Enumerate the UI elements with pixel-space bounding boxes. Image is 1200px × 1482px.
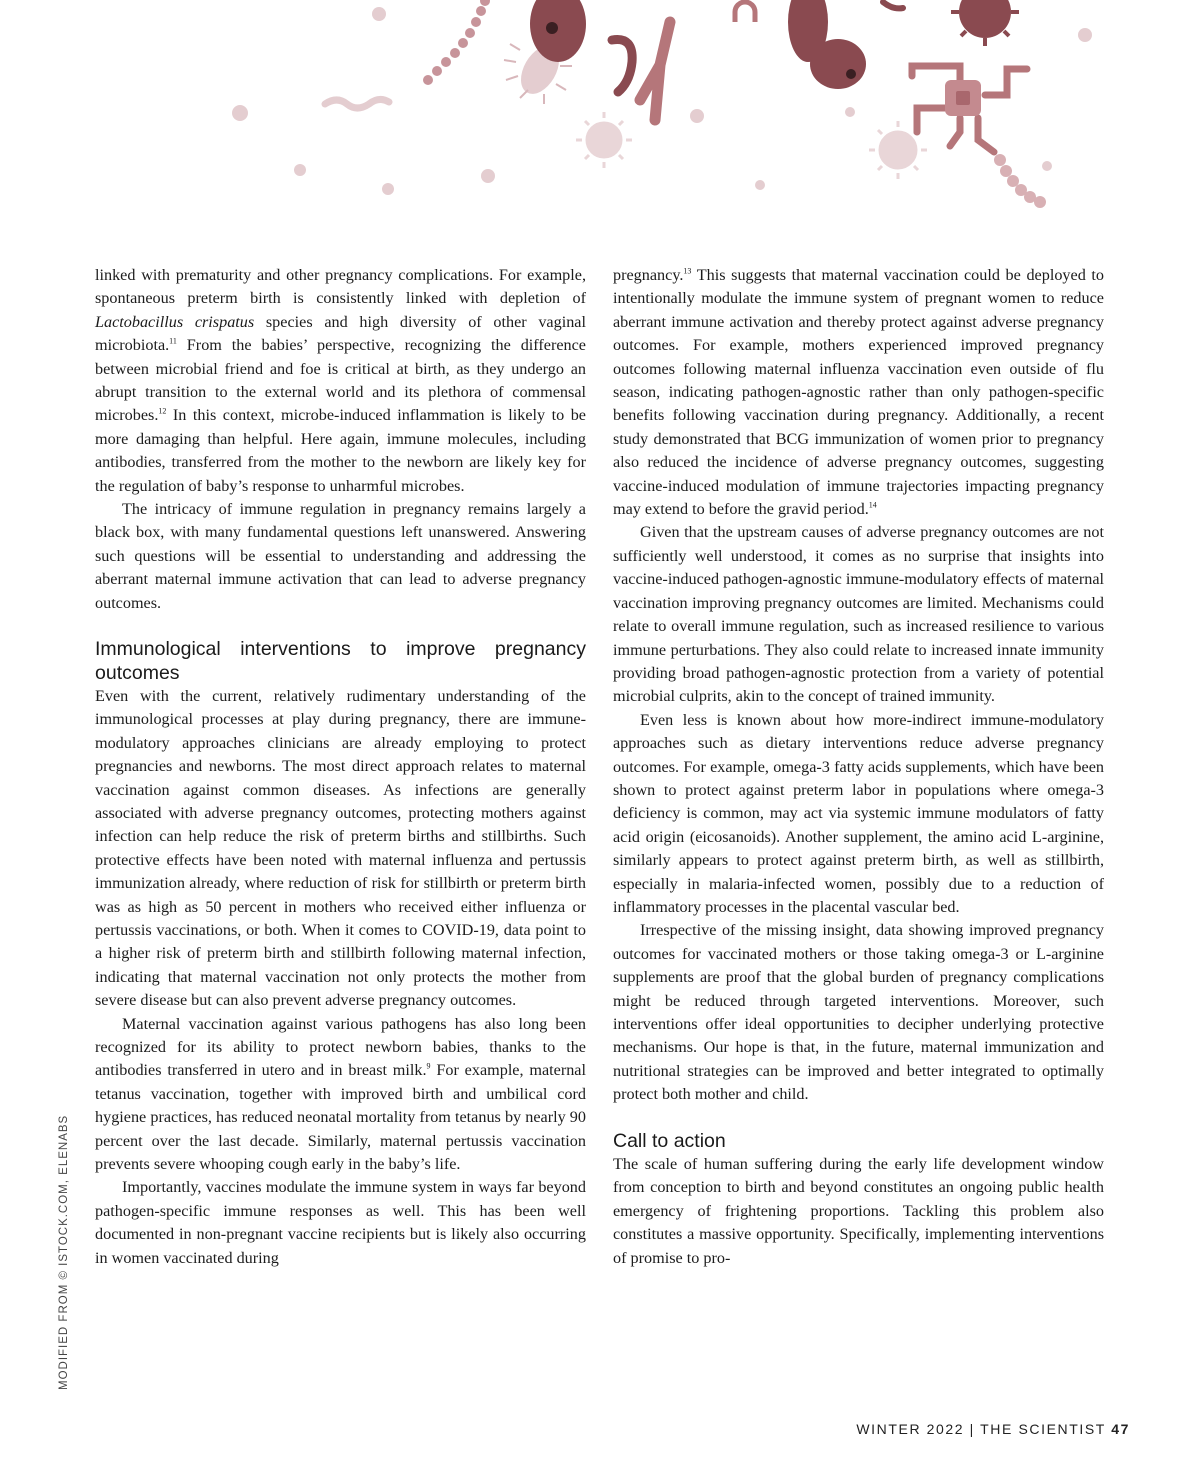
species-name: Lactobacillus crispatus [95,312,255,331]
virus-dark [951,0,1019,46]
text-run: linked with prematurity and other pregnancy complications. For example, spontaneous preterm birth is consistently linked with depletion of [95,266,586,308]
left-paragraph-3: Even with the current, relatively rudimentary understanding of the immunological processes at play during pregnancy, there are immune-modulatory approaches clinicians are already employing to protect pregnancies and newborns. The most direct approach relates to maternal vaccination against common diseases. As infections are generally associated with adverse pregnancy outcomes, protecting mothers against infection can help reduce the risk of preterm births and stillbirths. Such protective effects have been noted with maternal influenza and pertussis immunization already, where reduction of risk for stillbirth or preterm birth was as high as 50 percent in mothers who received either influenza or pertussis vaccinations, or both. When it comes to COVID-19, data point to a higher risk of preterm birth and stillbirth following maternal infection, indicating that maternal vaccination not only protects the mother from severe disease but can also prevent adverse pregnancy outcomes. [95,686,586,1010]
right-paragraph-3: Even less is known about how more-indirect immune-modulatory approaches such as dietary interventions reduce adverse pregnancy outcomes. For example, omega-3 fatty acids supplements, which have been shown to protect against preterm labor in populations where omega-3 deficiency is common, may act via systemic immune modulators of fatty acid origin (eicosanoids). Another supplement, the amino acid L-arginine, similarly appears to protect against preterm birth, as well as stillbirth, especially in malaria-infected women, possibly due to a reduction of inflammatory processes in the placental vascular bed. [613,710,1104,916]
left-paragraph-4 [95,1013,586,1177]
section-heading-interventions: Immunological interventions to improve pregnancy outcomes [95,638,586,684]
right-paragraph-4: Irrespective of the missing insight, data showing improved pregnancy outcomes for vaccinated mothers or those taking omega-3 or L-arginine supplements are proof that the global burden of pregnancy complications might be reduced through targeted interventions. Moreover, such interventions offer ideal opportunities to decipher underlying protective mechanisms. Our hope is that, in the future, maternal immunization and nutritional strategies can be improved and better integrated to optimally protect both mother and child. [613,921,1104,1104]
footer-issue: WINTER 2022 | THE SCIENTIST [856,1421,1106,1437]
right-paragraph-5: The scale of human suffering during the early life development window from conception to birth and beyond constitutes an ongoing public health emergency of frightening proportions. Tackling this problem also constitutes a massive opportunity. Specifically, implementing interventions of promise to pro- [613,1155,1104,1267]
reference-marker: 11 [169,336,177,346]
text-run: This suggests that maternal vaccination could be deployed to intentionally modulate the immune system of pregnant women to reduce aberrant immune activation and thereby protect against adverse pregnancy outcomes. For example, mothers experienced improved pregnancy outcomes following maternal influenza vaccination even outside of flu season, indicating pathogen-agnostic rather than only pathogen-specific benefits following vaccination during pregnancy. Additionally, a recent study demonstrated that BCG immunization of women prior to pregnancy also reduced the incidence of adverse pregnancy outcomes, suggesting vaccine-induced modulation of immune trajectories impacting pregnancy may extend to before the gravid period. [613,266,1104,519]
left-paragraph-5: Importantly, vaccines modulate the immune system in ways far beyond pathogen-specific immune responses as well. This has been well documented in non-pregnant vaccine recipients but is likely also occurring in women vaccinated during [95,1178,586,1267]
right-paragraph-1 [613,264,1104,521]
right-paragraph-2: Given that the upstream causes of adverse pregnancy outcomes are not sufficiently well understood, it comes as no surprise that insights into vaccine-induced pathogen-agnostic immune-modulatory effects of maternal vaccination improving pregnancy outcomes are limited. Mechanisms could relate to overall immune regulation, such as increased resilience to various immune perturbations. They also could relate to increased innate immunity providing broad pathogen-agnostic protection from a variety of potential microbial culprits, akin to the concept of trained immunity. [613,523,1104,706]
worm-dark [612,39,632,92]
arch-shape [735,2,755,22]
left-paragraph-1 [95,264,586,498]
reference-marker: 9 [426,1062,431,1072]
right-column [613,264,1104,1270]
left-column [95,264,586,1270]
virus-light-left [576,112,632,168]
text-run: For example, maternal tetanus vaccination, together with improved birth and umbilical cord hygiene practices, has reduced neonatal mortality from tetanus by nearly 90 percent over the last decade. Similarly, maternal pertussis vaccination prevents severe whooping cough early in the baby’s life. [95,1061,586,1174]
left-paragraph-2: The intricacy of immune regulation in pregnancy remains largely a black box, with many fundamental questions left unanswered. Answering such questions will be essential to understanding and addressing the aberrant maternal immune activation that can lead to adverse pregnancy outcomes. [95,500,586,612]
branch-shape [640,22,670,120]
worm-light [325,99,389,108]
page-footer [856,1421,1130,1437]
text-run: species and high diversity of other vaginal microbiota. [95,312,586,355]
text-run: From the babies’ perspective, recognizing the difference between microbial friend and foe is critical at birth, as they undergo an abrupt transition to the external world and its plethora of commensal microbes. [95,336,586,425]
bead-chain-left [423,0,490,85]
section-heading-call-to-action: Call to action [613,1129,726,1152]
microbes-illustration [0,0,1200,220]
text-run: pregnancy. [613,266,684,284]
image-credit: MODIFIED FROM © ISTOCK.COM, ELENABS [58,1114,70,1390]
reference-marker: 14 [868,500,877,510]
text-run: In this context, microbe-induced inflammation is likely to be more damaging than helpful. Here again, immune molecules, including antibodies, transferred from the mother to the newborn are likely key for the regulation of baby’s response to unharmful microbes. [95,406,586,495]
reference-marker: 13 [683,266,692,276]
small-tail [883,2,903,8]
page-number: 47 [1111,1421,1130,1437]
reference-marker: 12 [158,407,167,417]
text-run: Maternal vaccination against various pathogens has also long been recognized for its ability to protect newborn babies, thanks to the antibodies transferred in utero and in breast milk. [95,1014,586,1080]
dark-oval [810,39,866,89]
bead-chain-right [994,154,1046,208]
